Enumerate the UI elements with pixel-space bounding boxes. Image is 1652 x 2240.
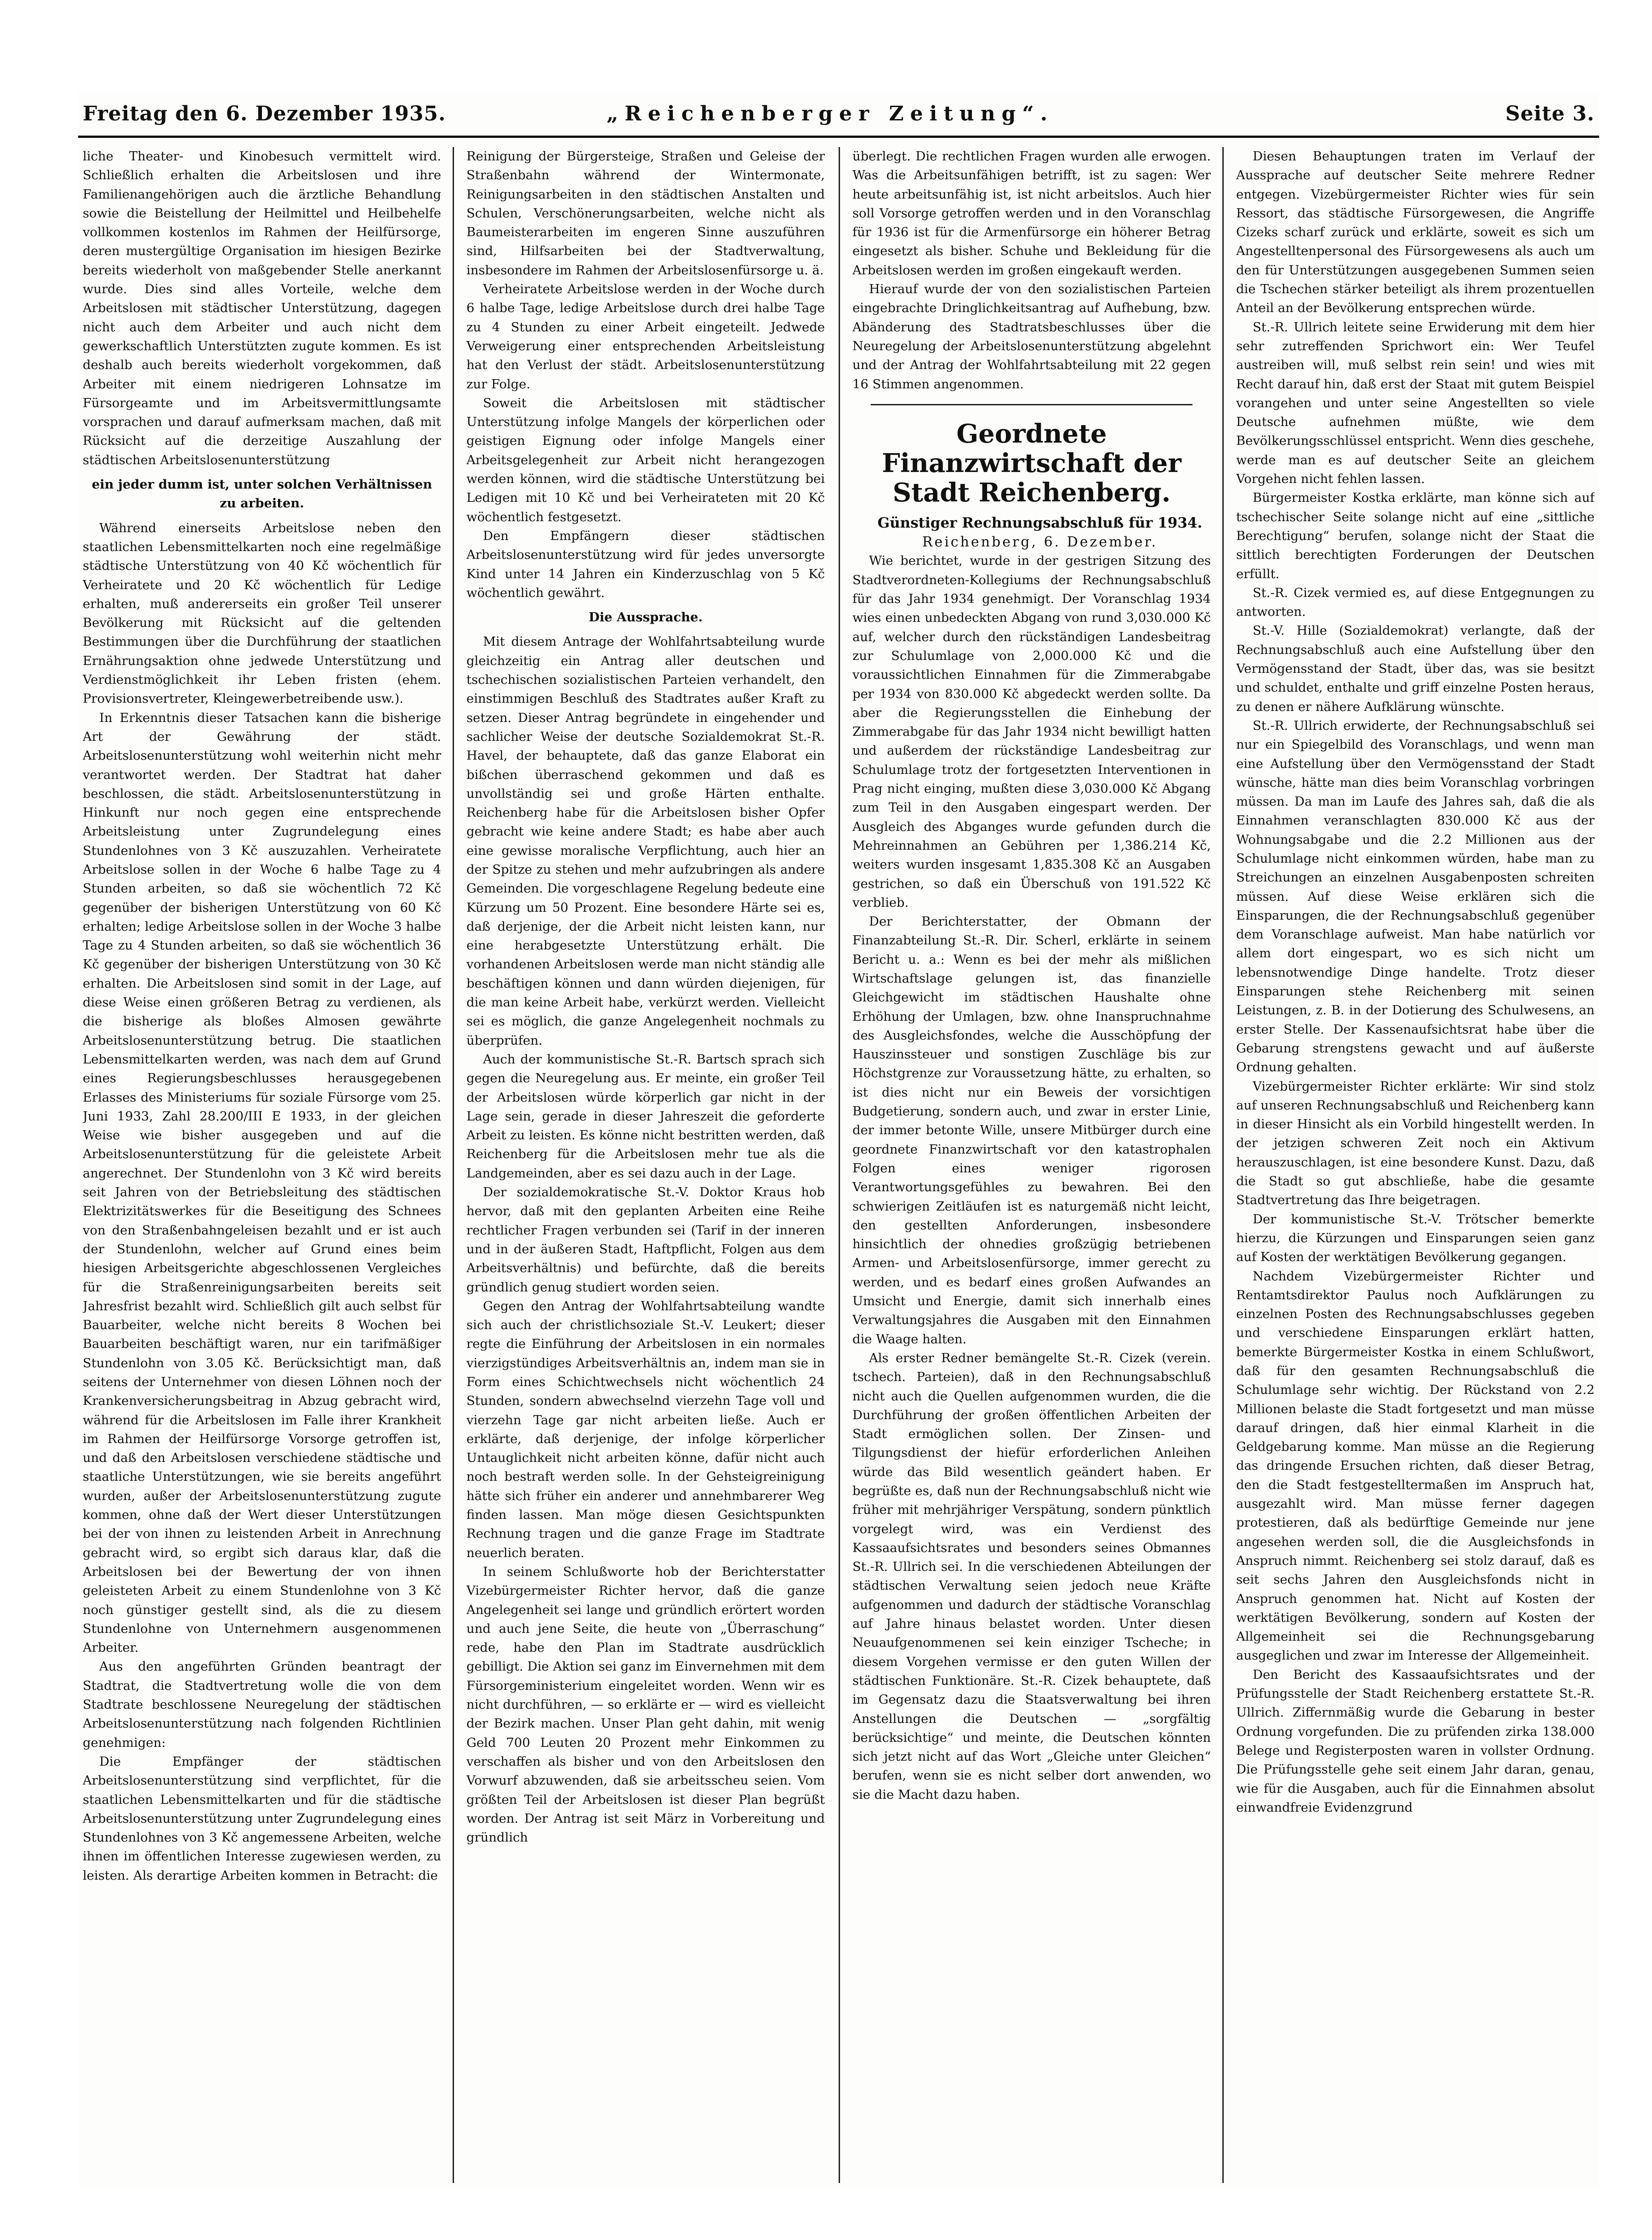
article-subheadline: Günstiger Rechnungsabschluß für 1934.	[877, 514, 1203, 531]
article-paragraph: Verheiratete Arbeitslose werden in der Woche durch 6 halbe Tage, ledige Arbeitslose durch drei halbe Tage zu 4 Stunden zu einer Arbeit eingeteilt. Jedwede Verweigerung einer entsprechenden Arbeitsleistung hat den Verlust der städt. Arbeitslosenunterstützung zur Folge.	[466, 282, 825, 392]
column-1	[83, 147, 441, 2183]
column-3	[852, 147, 1211, 2183]
article-paragraph: Den Empfängern dieser städtischen Arbeitslosenunterstützung wird für jedes unversorgte Kind unter 14 Jahren ein Kinderzuschlag von 5 Kč wöchentlich gewährt.	[466, 529, 825, 600]
article-headline: Geordnete Finanzwirtschaft der Stadt Reichenberg.	[882, 418, 1181, 508]
article-paragraph: Der sozialdemokratische St.-V. Doktor Kraus hob hervor, daß mit den geplanten Arbeiten eine Reihe rechtlicher Fragen verbunden sei (Tarif in der inneren und in der äußeren Stadt, Haftpflicht, Folgen aus dem Arbeitsverhältnis) und befürchte, daß die bereits gründlich genug studiert worden seien.	[466, 1185, 825, 1295]
article-paragraph: Wie berichtet, wurde in der gestrigen Sitzung des Stadtverordneten-Kollegiums der Rechnungsabschluß für das Jahr 1934 genehmigt. Der Voranschlag 1934 wies einen unbedeckten Abgang von rund 3,030.000 Kč auf, welcher durch den rückständigen Landesbeitrag zur Schulumlage von 2,000.000 Kč und die voraussichtlichen Einnahmen für die Zimmerabgabe per 1934 von 830.000 Kč abgedeckt werden sollte. Da aber die Regierungsstellen die Einhebung der Zimmerabgabe für das Jahr 1934 nicht bewilligt hatten und außerdem der rückständige Landesbeitrag zur Schulumlage trotz der fortgesetzten Interventionen in Prag nicht einging, mußten diese 3,030.000 Kč Abgang zum Teil in den Ausgaben eingespart werden. Der Ausgleich des Abganges wurde gefunden durch die Mehreinnahmen an Gebühren per 1,386.214 Kč, weiters wurden insgesamt 1,835.308 Kč an Ausgaben gestrichen, so daß ein Überschuß von 191.522 Kč verblieb.	[852, 554, 1211, 910]
article-paragraph: Aus den angeführten Gründen beantragt der Stadtrat, die Stadtvertretung wolle die von dem Stadtrate beschlossene Neuregelung der städtischen Arbeitslosenunterstützung nach folgenden Richtlinien genehmigen:	[83, 1660, 441, 1750]
article-paragraph: St.-R. Cizek vermied es, auf diese Entgegnungen zu antworten.	[1236, 586, 1595, 620]
column-4	[1236, 147, 1595, 2183]
article-paragraph: Den Bericht des Kassaaufsichtsrates und der Prüfungsstelle der Stadt Reichenberg erstattete St.-R. Ullrich. Ziffernmäßig wurde die Gebarung in bester Ordnung vorgefunden. Die zu prüfenden zirka 138.000 Belege und Registerposten waren in vollster Ordnung. Die Prüfungsstelle gehe seit einem Jahr daran, genau, wie für die Ausgaben, auch für die Einnahmen absolut einwandfreie Evidenzgrund	[1236, 1667, 1595, 1815]
article-paragraph: Soweit die Arbeitslosen mit städtischer Unterstützung infolge Mangels der körperlichen oder geistigen Eignung oder infolge Mangels einer Arbeitsgelegenheit zur Arbeit nicht herangezogen werden können, wird die städtische Unterstützung bei Ledigen mit 10 Kč und bei Verheirateten mit 20 Kč wöchentlich festgesetzt.	[466, 396, 825, 524]
page-header	[78, 92, 1599, 133]
article-paragraph: Der kommunistische St.-V. Trötscher bemerkte hierzu, die Kürzungen und Einsparungen seien ganz auf Kosten der werktätigen Bevölkerung gegangen.	[1236, 1212, 1595, 1265]
article-paragraph: Vizebürgermeister Richter erklärte: Wir sind stolz auf unseren Rechnungsabschluß und Reichenberg kann in dieser Hinsicht als ein Vorbild hingestellt werden. In der jetzigen schweren Zeit noch ein Aktivum herauszuschlagen, ist eine besondere Kunst. Dazu, daß die Stadt so gut abschließe, habe die gesamte Stadtvertretung das Ihre beigetragen.	[1236, 1079, 1595, 1208]
article-paragraph: Als erster Redner bemängelte St.-R. Cizek (verein. tschech. Parteien), daß in den Rechnungsabschluß nicht auch die Quellen aufgenommen wurden, die die Durchführung der großen öffentlichen Arbeiten der Stadt ermöglichen sollen. Der Zinsen- und Tilgungsdienst der hiefür erforderlichen Anleihen würde das Bild wesentlich geändert haben. Er begrüßte es, daß nun der Rechnungsabschluß nicht wie früher mit mehrjähriger Verspätung, sondern pünktlich vorgelegt wird, was ein Verdienst des Kassaaufsichtsrates und besonders seines Obmannes St.-R. Ullrich sei. In die verschiedenen Abteilungen der städtischen Verwaltung seien jedoch neue Kräfte aufgenommen und dadurch der städtische Voranschlag auf Jahre hinaus belastet worden. Unter diesen Neuaufgenommenen sei kein einziger Tscheche; in diesem Vorgehen vermisse er den guten Willen der städtischen Funktionäre. St.-R. Cizek behauptete, daß im Gegensatz dazu die Staatsverwaltung bei ihren Anstellungen die Deutschen — „sorgfältig berücksichtige“ und meinte, die Deutschen könnten sich jetzt nicht auf das Wort „Gleiche unter Gleichen“ berufen, wenn sie es nicht selber dort anwenden, wo sie die Macht dazu haben.	[852, 1351, 1211, 1802]
page-number: Seite 3.	[1505, 102, 1595, 125]
article-paragraph: Bürgermeister Kostka erklärte, man könne sich auf tschechischer Seite solange nicht auf eine „sittliche Berechtigung“ berufen, solange nicht der Staat die sittlich berechtigten Forderungen der Deutschen erfüllt.	[1236, 491, 1595, 581]
article-paragraph: In Erkenntnis dieser Tatsachen kann die bisherige Art der Gewährung der städt. Arbeitslosenunterstützung wohl weiterhin nicht mehr verantwortet werden. Der Stadtrat hat daher beschlossen, die städt. Arbeitslosenunterstützung in Hinkunft nur noch gegen eine entsprechende Arbeitsleistung unter Zugrundelegung eines Stundenlohnes von 3 Kč auszuzahlen. Verheiratete Arbeitslose sollen in der Woche 6 halbe Tage zu 4 Stunden arbeiten, so daß sie wöchentlich 72 Kč gegenüber der bisherigen Unterstützung von 60 Kč erhalten; ledige Arbeitslose sollen in der Woche 3 halbe Tage zu 4 Stunden arbeiten, so daß sie wöchentlich 36 Kč gegenüber der bisherigen Unterstützung von 30 Kč erhalten. Die Arbeitslosen sind somit in der Lage, auf diese Weise einen größeren Betrag zu verdienen, als die bisherige als bloßes Almosen gewährte Arbeitslosenunterstützung betrug. Die staatlichen Lebensmittelkarten werden, was nach dem auf Grund eines Regierungsbeschlusses herausgegebenen Erlasses des Ministeriums für soziale Fürsorge vom 25. Juni 1933, Zahl 28.200/III E 1933, in der gleichen Weise wie bisher ausgegeben und auf die Arbeitslosenunterstützung für die geleistete Arbeit angerechnet. Der Stundenlohn von 3 Kč wird bereits seit Jahren von der Betriebsleitung des städtischen Elektrizitätswerkes für die Beseitigung des Schnees von den Straßenbahngeleisen bezahlt und er ist auch der Stundenlohn, welcher auf Grund eines beim hiesigen Arbeitsgerichte abgeschlossenen Vergleiches für die Straßenreinigungsarbeiten bereits seit Jahresfrist bezahlt wird. Schließlich gilt auch selbst für Bauarbeiter, welche nicht bereits 8 Wochen bei Bauarbeiten beschäftigt waren, nur ein tarifmäßiger Stundenlohn von 3.05 Kč. Berücksichtigt man, daß seitens der Unternehmer von diesen Löhnen noch der Krankenversicherungsbeitrag in Abzug gebracht wird, während für die Arbeitslosen im Falle ihrer Krankheit im Rahmen der Heilfürsorge Vorsorge getroffen ist, und daß den Arbeitslosen verschiedene städtische und staatliche Unterstützungen, wie sie bereits angeführt wurden, außer der Arbeitslosenunterstützung zugute kommen, ohne daß der Wert dieser Unterstützungen bei der von ihnen zu leistenden Arbeit in Anrechnung gebracht wird, so ergibt sich daraus klar, daß die Arbeitslosen bei der Bewertung der von ihnen geleisteten Arbeit zu einem Stundenlohne von 3 Kč noch günstiger gestellt sind, als die zu diesem Stundenlohne von Unternehmern ausgenommenen Arbeiter.	[83, 711, 441, 1655]
section-heading: Die Aussprache.	[588, 610, 703, 625]
article-subhead: ein jeder dumm ist, unter solchen Verhältnissen zu arbeiten.	[91, 477, 432, 511]
article-paragraph: überlegt. Die rechtlichen Fragen wurden alle erwogen. Was die Arbeitsunfähigen betrifft, ist zu sagen: Wer heute arbeitsunfähig ist, ist nicht arbeitslos. Auch hier soll Vorsorge getroffen werden und in den Voranschlag für 1936 ist für die Armenfürsorge ein höherer Betrag eingesetzt als bisher. Schuhe und Bekleidung für die Arbeitslosen werden im großen eingekauft werden.	[852, 149, 1211, 278]
article-paragraph: Mit diesem Antrage der Wohlfahrtsabteilung wurde gleichzeitig ein Antrag aller deutschen und tschechischen sozialistischen Parteien verhandelt, den einstimmigen Beschluß des Stadtrates außer Kraft zu setzen. Dieser Antrag begründete in eingehender und sachlicher Weise der deutsche Sozialdemokrat St.-R. Havel, der behauptete, daß das ganze Elaborat ein bißchen überraschend gekommen und daß es unvollständig sei und große Härten enthalte. Reichenberg habe für die Arbeitslosen bisher Opfer gebracht wie keine andere Stadt; es habe aber auch eine gewisse moralische Verpflichtung, auch hier an der Spitze zu stehen und mehr aufzubringen als andere Gemeinden. Die vorgeschlagene Regelung bedeute eine Kürzung um 50 Prozent. Eine besondere Härte sei es, daß derjenige, der die Arbeit nicht leisten kann, nur eine herabgesetzte Unterstützung erhält. Die vorhandenen Arbeitslosen werde man nicht ständig alle beschäftigen können und dann würden diejenigen, für die man keine Arbeit habe, verkürzt werden. Vielleicht sei es möglich, die ganze Angelegenheit nochmals zu überprüfen.	[466, 635, 825, 1048]
issue-date: Freitag den 6. Dezember 1935.	[83, 102, 446, 125]
article-paragraph: Auch der kommunistische St.-R. Bartsch sprach sich gegen die Neuregelung aus. Er meinte, ein großer Teil der Arbeitslosen würde körperlich gar nicht in der Lage sein, gerade in dieser Jahreszeit die geforderte Arbeit zu leisten. Es könne nicht bestritten werden, daß Reichenberg für die Arbeitslosen mehr tue als die Landgemeinden, aber es sei dazu auch in der Lage.	[466, 1052, 825, 1181]
article-paragraph: Während einerseits Arbeitslose neben den staatlichen Lebensmittelkarten noch eine regelmäßige städtische Unterstützung von 40 Kč wöchentlich für Verheiratete und 20 Kč wöchentlich für Ledige erhalten, muß andererseits ein großer Teil unserer Bevölkerung mit Rücksicht auf die geltenden Bestimmungen über die Durchführung der staatlichen Ernährungsaktion ohne jedwede Unterstützung und Verdienstmöglichkeit ihr Leben fristen (ehem. Provisionsvertreter, Kleingewerbetreibende usw.).	[83, 521, 441, 706]
article-paragraph: St.-V. Hille (Sozialdemokrat) verlangte, daß der Rechnungsabschluß auch eine Aufstellung über den Vermögensstand der Stadt, über das, was sie besitzt und schuldet, enthalte und griff einzelne Posten heraus, zu denen er nähere Aufklärung wünschte.	[1236, 624, 1595, 714]
article-paragraph: Reinigung der Bürgersteige, Straßen und Geleise der Straßenbahn während der Wintermonate, Reinigungsarbeiten in den städtischen Anstalten und Schulen, Verschönerungsarbeiten, welche nicht als Baumeisterarbeiten im engeren Sinne auszuführen sind, Hilfsarbeiten bei der Stadtverwaltung, insbesondere im Rahmen der Arbeitslosenfürsorge u. ä.	[466, 149, 825, 278]
newspaper-title: „Reichenberger Zeitung“.	[607, 102, 1054, 125]
column-divider	[453, 147, 454, 2183]
article-paragraph: Gegen den Antrag der Wohlfahrtsabteilung wandte sich auch der christlichsoziale St.-V. Leukert; dieser regte die Einführung der Arbeitslosen in ein normales vierzigstündiges Arbeitsverhältnis an, indem man sie in Form eines Schichtwechsels nicht wöchentlich 24 Stunden, sondern abwechselnd vierzehn Tage voll und vierzehn Tage gar nicht arbeiten ließe. Auch er erklärte, daß derjenige, der infolge körperlicher Untauglichkeit nicht arbeiten könne, dafür nicht auch noch bestraft werden solle. In der Gehsteigreinigung hätte sich früher ein anderer und annehmbarerer Weg finden lassen. Man möge diesen Gesichtspunkten Rechnung tragen und die ganze Frage im Stadtrate neuerlich beraten.	[466, 1299, 825, 1560]
article-paragraph: Diesen Behauptungen traten im Verlauf der Aussprache auf deutscher Seite mehrere Redner entgegen. Vizebürgermeister Richter wies für sein Ressort, das städtische Fürsorgewesen, die Angriffe Cizeks scharf zurück und erklärte, soweit es sich um Angestelltenpersonal des Fürsorgewesens als auch um den für Unterstützungen ausgegebenen Summen seien die Tschechen stärker beteiligt als ihrem prozentuellen Anteil an der Bevölkerung entsprechen würde.	[1236, 149, 1595, 316]
article-paragraph: St.-R. Ullrich erwiderte, der Rechnungsabschluß sei nur ein Spiegelbild des Voranschlags, und wenn man eine Aufstellung über den Vermögensstand der Stadt wünsche, hätte man dies beim Voranschlag vorbringen müssen. Da man im Laufe des Jahres sah, daß die als Einnahmen veranschlagten 830.000 Kč aus der Wohnungsabgabe und die 2.2 Millionen aus der Schulumlage nicht einkommen würden, habe man zu Streichungen an einzelnen Ausgabenposten schreiten müssen. Auf diese Weise erklären sich die Einsparungen, die der Rechnungsabschluß gegenüber dem Voranschlage aufweist. Man habe natürlich vor allem dort eingespart, wo es sich nicht um lebensnotwendige Dinge handelte. Trotz dieser Einsparungen stehe Reichenberg mit seinen Leistungen, z. B. in der Dotierung des Schulwesens, an erster Stelle. Der Kassenaufsichtsrat habe über die Gebarung strengstens gewacht und auf äußerste Ordnung gehalten.	[1236, 718, 1595, 1075]
article-paragraph: liche Theater- und Kinobesuch vermittelt wird. Schließlich erhalten die Arbeitslosen und ihre Familienangehörigen auch die ärztliche Behandlung sowie die Beistellung der Heilmittel und Heilbehelfe vollkommen kostenlos im Rahmen der Heilfürsorge, deren mustergültige Organisation im hiesigen Bezirke bereits wiederholt von maßgebender Stelle anerkannt wurde. Dies sind alles Vorteile, welche dem Arbeitslosen mit städtischer Unterstützung, dagegen nicht auch dem Arbeiter und auch nicht dem gewerkschaftlich Unterstützten zugute kommen. Es ist deshalb auch bereits wiederholt vorgekommen, daß Arbeiter mit einem niedrigeren Lohnsatze im Fürsorgeamte und im Arbeitsvermittlungsamte vorsprachen und darauf aufmerksam machen, daß mit Rücksicht auf die derzeitige Auszahlung der städtischen Arbeitslosenunterstützung	[83, 149, 441, 467]
article-separator	[871, 404, 1192, 405]
column-divider	[839, 147, 840, 2183]
header-rule	[78, 136, 1599, 138]
article-paragraph: Der Berichterstatter, der Obmann der Finanzabteilung St.-R. Dir. Scherl, erklärte in seinem Bericht u. a.: Wenn es bei der mehr als mißlichen Wirtschaftslage gelungen ist, das finanzielle Gleichgewicht im städtischen Haushalte ohne Erhöhung der Umlagen, bzw. ohne Inanspruchnahme des Ausgleichsfondes, welche die Ausschöpfung der Hauszinssteuer und sonstigen Zuschläge bis zur Höchstgrenze zur Voraussetzung hätte, zu erhalten, so ist dies nicht nur ein Beweis der vorsichtigen Budgetierung, sondern auch, und zwar in erster Linie, der immer betonte Wille, unsere Mitbürger durch eine geordnete Finanzwirtschaft vor den katastrophalen Folgen eines weniger rigorosen Verantwortungsgefühles zu bewahren. Bei den schwierigen Zeitläufen ist es naturgemäß nicht leicht, den gestellten Anforderungen, insbesondere hinsichtlich der ohnedies großzügig betriebenen Armen- und Arbeitslosenfürsorge, immer gerecht zu werden, und es bedarf eines großen Aufwandes an Umsicht und Energie, damit sich innerhalb eines Verwaltungsjahres die Ausgaben mit den Einnahmen die Waage halten.	[852, 915, 1211, 1347]
article-paragraph: Nachdem Vizebürgermeister Richter und Rentamtsdirektor Paulus noch Aufklärungen zu einzelnen Posten des Rechnungsabschlusses gegeben und verschiedene Einsparungen erklärt hatten, bemerkte Bürgermeister Kostka in einem Schlußwort, daß für den gesamten Rechnungsabschluß die Schulumlage sehr wichtig. Der Rückstand von 2.2 Millionen belaste die Stadt fortgesetzt und man müsse darauf dringen, daß hier einmal Klarheit in die Geldgebarung komme. Man müsse an die Regierung das dringende Ersuchen richten, daß dieser Betrag, den die Stadt festgestelltermaßen im Anspruch hat, ausgezahlt wird. Man müsse ferner dagegen protestieren, daß als bedürftige Gemeinde nur jene angesehen werden soll, die die Ausgleichsfonds in Anspruch nimmt. Reichenberg sei stolz darauf, daß es seit sechs Jahren den Ausgleichsfonds nicht in Anspruch genommen hat. Nicht auf Kosten der werktätigen Bevölkerung, sondern auf Kosten der Allgemeinheit sei die Rechnungsgebarung ausgeglichen und zwar im Interesse der Allgemeinheit.	[1236, 1269, 1595, 1663]
newspaper-page	[78, 92, 1599, 2188]
article-paragraph: St.-R. Ullrich leitete seine Erwiderung mit dem hier sehr zutreffenden Sprichwort ein: Wer Teufel austreiben will, muß selbst rein sein! und wies mit Recht darauf hin, daß erst der Staat mit gutem Beispiel vorangehen und unter seine Angestellten so viele Deutsche aufnehmen müßte, wie dem Bevölkerungsschlüssel entspricht. Wenn dies geschehe, werde man es auf deutscher Seite an gleichem Vorgehen nicht fehlen lassen.	[1236, 320, 1595, 487]
article-paragraph: Hierauf wurde der von den sozialistischen Parteien eingebrachte Dringlichkeitsantrag auf Aufhebung, bzw. Abänderung des Stadtratsbeschlusses über die Neuregelung der Arbeitslosenunterstützung abgelehnt und der Antrag der Wohlfahrtsabteilung mit 22 gegen 16 Stimmen angenommen.	[852, 282, 1211, 392]
article-paragraph: Die Empfänger der städtischen Arbeitslosenunterstützung sind verpflichtet, für die staatlichen Lebensmittelkarten und für die städtische Arbeitslosenunterstützung unter Zugrundelegung eines Stundenlohnes von 3 Kč angemessene Arbeiten, welche ihnen im öffentlichen Interesse zugewiesen werden, zu leisten. Als derartige Arbeiten kommen in Betracht: die	[83, 1754, 441, 1883]
article-paragraph: In seinem Schlußworte hob der Berichterstatter Vizebürgermeister Richter hervor, daß die ganze Angelegenheit sei lange und gründlich erörtert worden und auch jene Seite, die heute von „Überraschung“ rede, habe den Plan im Stadtrate ausdrücklich gebilligt. Die Aktion sei ganz im Einvernehmen mit dem Fürsorgeministerium eingeleitet worden. Wenn wir es nicht durchführen, — so erklärte er — wird es vielleicht der Bezirk machen. Unser Plan geht dahin, mit wenig Geld 700 Leuten 20 Prozent mehr Einkommen zu verschaffen als bisher und von den Arbeitslosen den Vorwurf abzuwenden, daß sie arbeitsscheu seien. Vom größten Teil der Arbeitslosen ist dieser Plan begrüßt worden. Der Antrag ist seit März in Vorbereitung und gründlich	[466, 1564, 825, 1845]
column-2	[466, 147, 825, 2183]
column-divider	[1222, 147, 1224, 2183]
article-dateline: Reichenberg, 6. Dezember.	[922, 534, 1158, 551]
